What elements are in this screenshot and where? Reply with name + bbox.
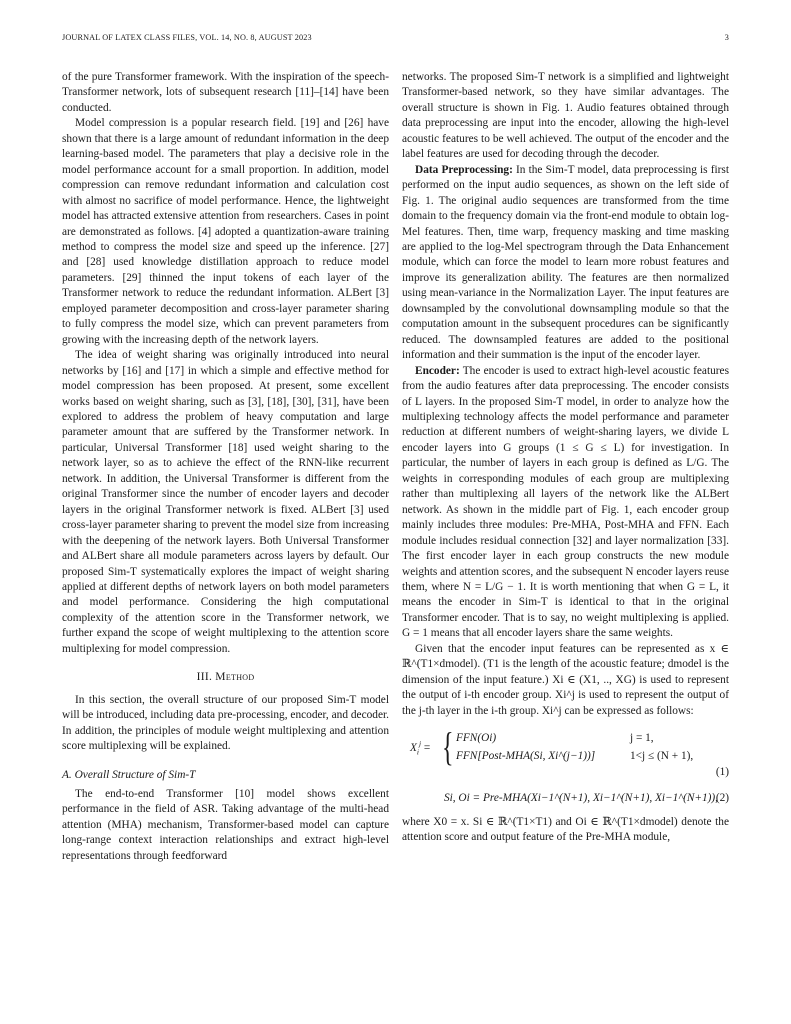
equation-lhs: $X_i^j$ = <box>410 739 431 757</box>
equation-number: (1) <box>715 766 729 779</box>
paragraph-label: Data Preprocessing: <box>415 163 513 176</box>
paragraph: Data Preprocessing: In the Sim-T model, data preprocessing is first performed on the input audio sequences, as shown on the left side of Fig. 1. The original audio sequences are transformed from the time domain to the frequency domain via the front-end module to obtain log-Mel features. Then, time warp, frequency masking and time masking are applied to the log-Mel spectrogram through the Data Enhancement module, which can force the model to learn more robust features and improve its generalization ability. The features are then normalized using mean-variance in the Normalization Layer. The input features are downsampled by the convolutional downsampling module so that the computation amount in the subsequent procedures can be significantly reduced. The downsampled features are added to the positional information and their summation is the input of the encoder layer. <box>402 163 729 362</box>
page-number: 3 <box>724 33 729 42</box>
paragraph: Encoder: The encoder is used to extract high-level acoustic features from the audio features after data preprocessing. The encoder consists of L layers. In the proposed Sim-T model, in order to analyze how the multiplexing technology affects the model performance and parameter reduction at different numbers of weight-sharing layers, we divide L encoder layers into G groups (1 ≤ G ≤ L) for investigation. In particular, the number of layers in each group is defined as L/G. The weights in corresponding modules of each group are multiplexing rather than multiplexing all layers of the network like the ALBert network. As shown in the middle part of Fig. 1, each encoder group mainly includes three modules: Pre-MHA, Post-MHA and FFN. Each module includes residual connection [32] and layer normalization [33]. The first encoder layer in each group constructs the new module weights and attention scores, and the subsequent N encoder layers reuse them, where N = L/G − 1. It is worth mentioning that when G = L, it means the encoder in Sim-T is identical to that in the original Transformer encoder. That is to say, no weight multiplexing is applied. G = 1 means that all encoder layers share the same weights. <box>402 364 729 640</box>
equation-case: FFN(Oi) <box>456 732 497 745</box>
paragraph: In this section, the overall structure of our proposed Sim-T model will be introduced, including data pre-processing, encoder, and decoder. In addition, the principles of module weight multiplexing and attention score multiplexing will be explained. <box>62 693 389 753</box>
paragraph: Given that the encoder input features can be represented as x ∈ ℝ^(T1×dmodel). (T1 is the length of the acoustic feature; dmodel is the dimension of the input feature.) Xi ∈ (X1, .., XG) is used to represent the output of i-th encoder group. Xi^j is used to represent the output of the j-th layer in the i-th group. Xi^j can be expressed as follows: <box>402 642 729 717</box>
equation-number: (2) <box>715 792 729 805</box>
equation-condition: 1<j ≤ (N + 1), <box>630 750 694 763</box>
paragraph: The idea of weight sharing was originally introduced into neural networks by [16] and [17] in which a simple and effective method for model compression has been proposed. At present, some excellent works based on weight sharing, such as [3], [18], [30], [31], have been explored to address the problem of heavy computation and large parameter amount that are suffered by the Transformer network. In particular, Universal Transformer [18] used weight sharing to the network layer, so as to achieve the effect of the RNN-like recurrent network. In addition, the Universal Transformer is different from the original Transformer since the number of encoder layers and decoder layers in the original Transformer network is fixed. ALBert [3] used cross-layer parameter sharing to prevent the model size from increasing with the deepening of the network layers. Both Universal Transformer and ALBert share all module parameters across layers by default. Our proposed Sim-T systematically explores the impact of weight sharing applied at different depths of network layers on both model parameters and model performance. Considering the high computational complexity of the attention score in the Transformer network, we further expand the scope of weight multiplexing to the attention score multiplexing for model compression. <box>62 349 389 655</box>
subsection-title: A. Overall Structure of Sim-T <box>62 769 196 782</box>
left-column <box>62 70 389 864</box>
equation-1 <box>402 724 729 781</box>
running-header <box>62 33 729 45</box>
paragraph: networks. The proposed Sim-T network is a simplified and lightweight Transformer-based network, so they have similar advantages. The overall structure is shown in Fig. 1. Audio features obtained through data preprocessing are input into the encoder, allowing the high-level acoustic features to be well achieved. The output of the encoder and the label features are used for decoding through the decoder. <box>402 71 729 161</box>
paragraph: The end-to-end Transformer [10] model shows excellent performance in the field of ASR. Taking advantage of the multi-head attention (MHA) mechanism, Transformer-based model can capture long-range context interaction relationships and extract high-level representations through feedforward <box>62 787 389 862</box>
right-column <box>402 70 729 846</box>
journal-header: JOURNAL OF LATEX CLASS FILES, VOL. 14, NO. 8, AUGUST 2023 <box>62 33 312 42</box>
equation-condition: j = 1, <box>630 732 654 745</box>
equation-body: Si, Oi = Pre-MHA(Xi−1^(N+1), Xi−1^(N+1), Xi−1^(N+1)), <box>444 792 718 805</box>
paragraph: where X0 = x. Si ∈ ℝ^(T1×T1) and Oi ∈ ℝ^(T1×dmodel) denote the attention score and output feature of the Pre-MHA module, <box>402 816 729 844</box>
paragraph-label: Encoder: <box>415 364 460 377</box>
equation-case: FFN[Post-MHA(Si, Xi^(j−1))] <box>456 750 596 763</box>
equation-2 <box>402 787 729 813</box>
section-title: III. Method <box>196 671 255 684</box>
brace: { <box>442 724 454 770</box>
paragraph: of the pure Transformer framework. With the inspiration of the speech-Transformer network, lots of subsequent research [11]–[14] have been conducted. <box>62 71 389 114</box>
paragraph: Model compression is a popular research field. [19] and [26] have shown that there is a large amount of redundant information in the deep learning-based model. The parameters that play a decisive role in the model performance account for a small proportion. In addition, model compression can remove redundant information and calculation cost with almost no sacrifice of model performance. Hence, the lightweight model has attracted extensive attention from researchers. Cases in point are demonstrated as follows. [4] adopted a quantization-aware training method to compress the model size and speed up the inference. [27] and [28] used knowledge distillation approach to reduce model parameters. [29] thinned the input tokens of each layer of the Transformer network to reduce the redundant information. ALBert [3] employed parameter decomposition and cross-layer parameter sharing to fully compress the model size, which can prevent parameters from growing with the increasing depth of the network layers. <box>62 117 389 346</box>
